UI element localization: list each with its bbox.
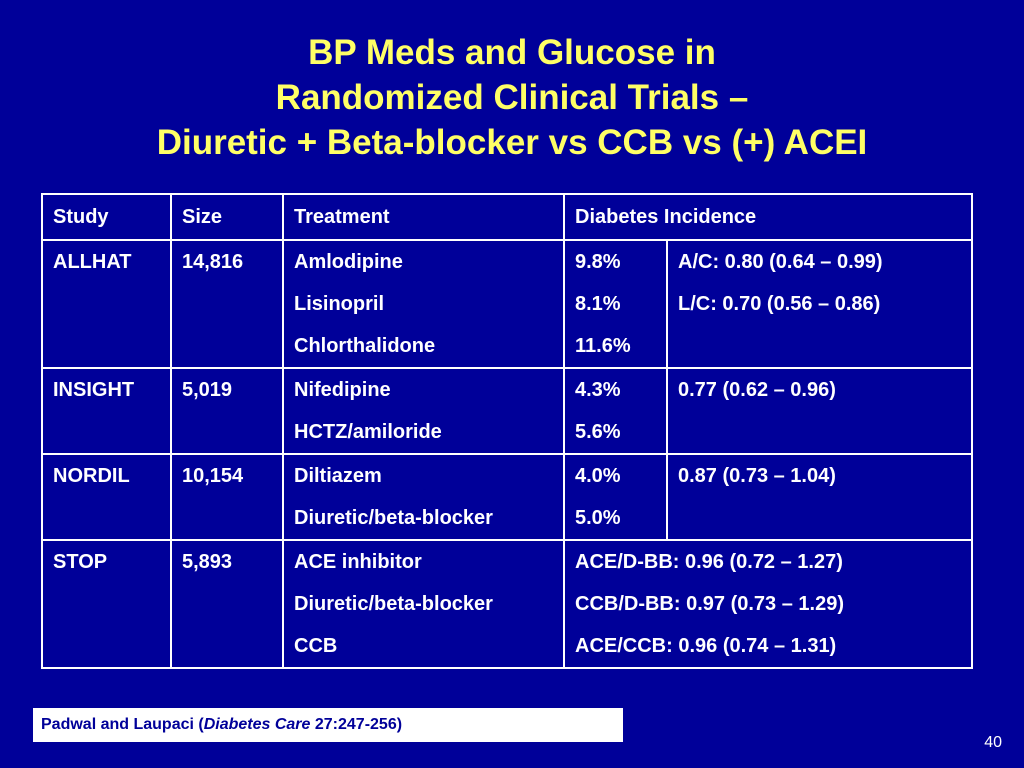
study-cell: NORDIL: [53, 465, 130, 487]
size-cell: 5,893: [182, 551, 233, 573]
rate-cell: 8.1%: [575, 293, 621, 315]
citation-authors: Padwal and Laupaci (: [41, 716, 204, 733]
rate-cell: 4.0%: [575, 465, 621, 487]
ratio-cell: L/C: 0.70 (0.56 – 0.86): [678, 293, 881, 315]
size-cell: 5,019: [182, 379, 233, 401]
treatment-cell: CCB: [294, 635, 338, 657]
trials-table: [41, 193, 973, 669]
treatment-cell: Diuretic/beta-blocker: [294, 593, 493, 615]
ratio-cell: 0.77 (0.62 – 0.96): [678, 379, 836, 401]
title-line-2: Randomized Clinical Trials –: [275, 78, 749, 117]
title-line-3: Diuretic + Beta-blocker vs CCB vs (+) ACEI: [156, 123, 868, 162]
treatment-cell: Chlorthalidone: [294, 335, 436, 357]
study-cell: INSIGHT: [53, 379, 135, 401]
treatment-cell: Nifedipine: [294, 379, 391, 401]
header-diabetes-incidence: Diabetes Incidence: [564, 194, 972, 240]
treatment-cell: Diuretic/beta-blocker: [294, 507, 493, 529]
rate-cell: 5.0%: [575, 507, 621, 529]
study-cell: ALLHAT: [53, 251, 132, 273]
table-row: [42, 540, 972, 668]
table-row: [42, 368, 972, 454]
page-number: 40: [984, 734, 1002, 751]
ratio-cell: 0.87 (0.73 – 1.04): [678, 465, 836, 487]
table-header-row: [42, 194, 972, 240]
combined-ratio-cell: CCB/D-BB: 0.97 (0.73 – 1.29): [575, 593, 844, 615]
title-line-1: BP Meds and Glucose in: [308, 33, 716, 72]
table-row: [42, 240, 972, 368]
treatment-cell: Amlodipine: [294, 251, 403, 273]
combined-ratio-cell: ACE/CCB: 0.96 (0.74 – 1.31): [575, 635, 837, 657]
treatment-cell: ACE inhibitor: [294, 551, 422, 573]
size-cell: 14,816: [182, 251, 244, 273]
slide-title: [0, 30, 1024, 165]
rate-cell: 5.6%: [575, 421, 621, 443]
combined-ratio-cell: ACE/D-BB: 0.96 (0.72 – 1.27): [575, 551, 843, 573]
header-treatment: Treatment: [283, 194, 564, 240]
citation-reference: 27:247-256): [310, 716, 403, 733]
header-study: Study: [42, 194, 171, 240]
citation-box: [33, 708, 623, 742]
rate-cell: 4.3%: [575, 379, 621, 401]
treatment-cell: Diltiazem: [294, 465, 382, 487]
treatment-cell: Lisinopril: [294, 293, 384, 315]
header-size: Size: [171, 194, 283, 240]
citation-journal: Diabetes Care: [203, 716, 311, 733]
treatment-cell: HCTZ/amiloride: [294, 421, 442, 443]
size-cell: 10,154: [182, 465, 244, 487]
rate-cell: 9.8%: [575, 251, 621, 273]
table-row: [42, 454, 972, 540]
rate-cell: 11.6%: [575, 335, 631, 357]
ratio-cell: A/C: 0.80 (0.64 – 0.99): [678, 251, 883, 273]
study-cell: STOP: [53, 551, 108, 573]
